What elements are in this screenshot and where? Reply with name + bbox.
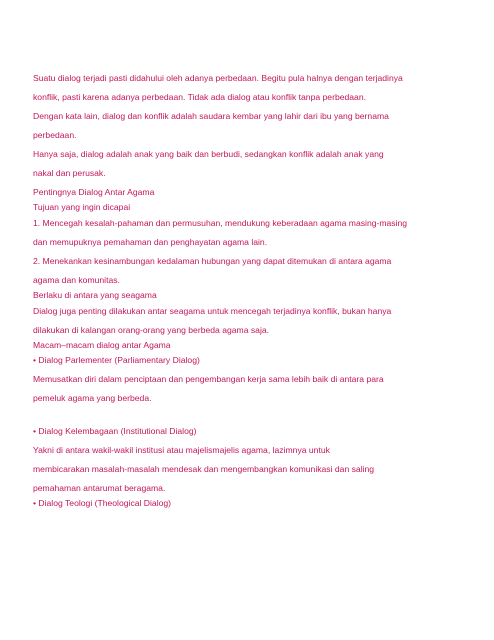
paragraph-line: membicarakan masalah-masalah mendesak dan mengembangkan komunikasi dan saling [33,463,375,474]
subsection-heading: Berlaku di antara yang seagama [33,290,157,301]
paragraph-line: pemahaman antarumat beragama. [33,482,166,493]
paragraph-line: dilakukan di kalangan orang-orang yang berbeda agama saja. [33,324,270,335]
subsection-heading: Tujuan yang ingin dicapai [33,202,131,213]
bullet-item: • Dialog Kelembagaan (Institutional Dialog) [33,425,197,436]
paragraph-line: Dialog juga penting dilakukan antar seagama untuk mencegah terjadinya konflik, bukan hanya [33,305,392,316]
paragraph-line: konflik, pasti karena adanya perbedaan. Tidak ada dialog atau konflik tanpa perbedaan. [33,92,367,102]
paragraph-line: Yakni di antara wakil-wakil institusi atau majelismajelis agama, lazimnya untuk [33,444,330,455]
paragraph-line: Suatu dialog terjadi pasti didahului oleh adanya perbedaan. Begitu pula halnya dengan terjadinya [33,73,403,83]
paragraph-line: Dengan kata lain, dialog dan konflik adalah saudara kembar yang lahir dari ibu yang bernama [33,111,389,121]
paragraph-line: dan memupuknya pemahaman dan penghayatan agama lain. [33,236,268,247]
paragraph-line: agama dan komunitas. [33,274,120,285]
paragraph-line: perbedaan. [33,130,77,140]
paragraph-line: Hanya saja, dialog adalah anak yang baik dan berbudi, sedangkan konflik adalah anak yang [33,149,384,159]
paragraph-line: nakal dan perusak. [33,168,106,178]
list-item: 2. Menekankan kesinambungan kedalaman hubungan yang dapat ditemukan di antara agama [33,255,392,266]
list-item: 1. Mencegah kesalah-pahaman dan permusuhan, mendukung keberadaan agama masing-masing [33,217,408,228]
paragraph-line: Memusatkan diri dalam penciptaan dan pengembangan kerja sama lebih baik di antara para [33,374,384,385]
bullet-item: • Dialog Teologi (Theological Dialog) [33,498,172,509]
bullet-item: • Dialog Parlementer (Parliamentary Dialog) [33,355,200,366]
paragraph-line: pemeluk agama yang berbeda. [33,393,152,404]
document-body [33,73,453,517]
subsection-heading: Macam–macam dialog antar Agama [33,340,171,351]
section-heading: Pentingnya Dialog Antar Agama [33,187,155,197]
